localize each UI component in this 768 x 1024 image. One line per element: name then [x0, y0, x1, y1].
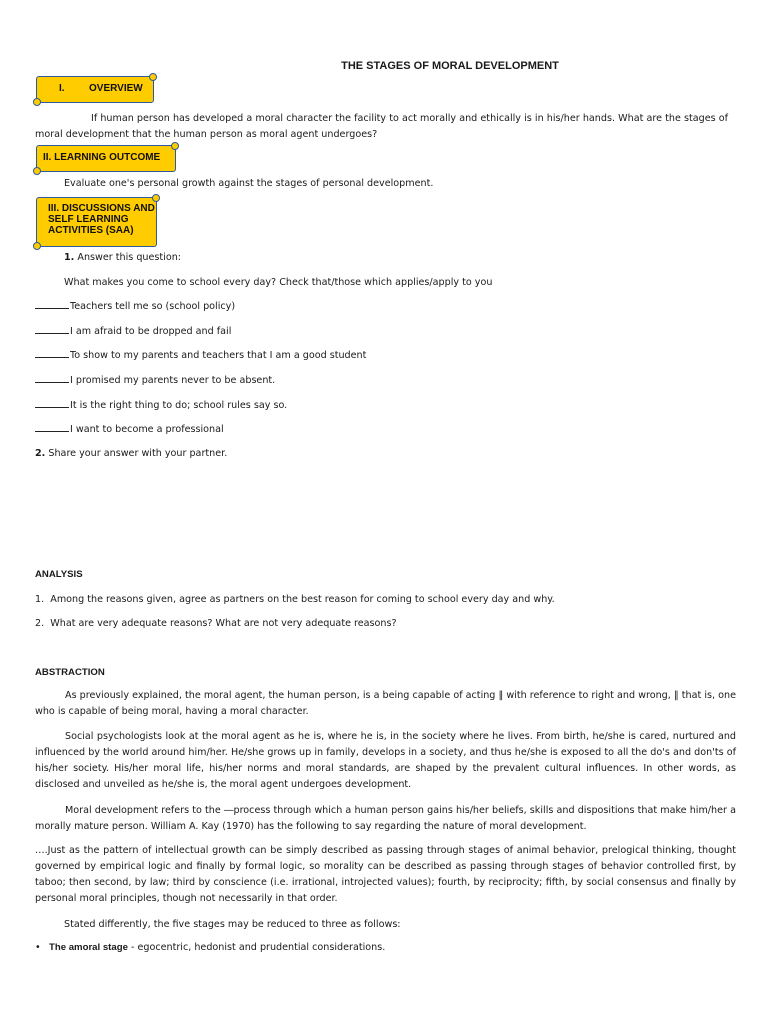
- overview-banner-number: I.: [59, 83, 65, 94]
- abstraction-heading: ABSTRACTION: [35, 667, 105, 678]
- discussions-banner-line3: ACTIVITIES (SAA): [48, 225, 134, 236]
- checklist-item: It is the right thing to do; school rules say so.: [35, 398, 287, 414]
- checklist-item: I promised my parents never to be absent.: [35, 373, 275, 389]
- answer-blank[interactable]: [35, 300, 69, 309]
- question-2: 2. Share your answer with your partner.: [35, 448, 228, 459]
- abstraction-paragraph: Stated differently, the five stages may be reduced to three as follows:: [64, 919, 401, 930]
- analysis-item: 2. What are very adequate reasons? What are not very adequate reasons?: [35, 618, 397, 629]
- bullet-list-item: • The amoral stage - egocentric, hedonist and prudential considerations.: [35, 940, 385, 956]
- document-title: THE STAGES OF MORAL DEVELOPMENT: [341, 60, 559, 72]
- learning-outcome-text: Evaluate one's personal growth against the stages of personal development.: [64, 178, 434, 189]
- question-1: 1. Answer this question:: [64, 252, 182, 263]
- checklist-item: I want to become a professional: [35, 422, 224, 438]
- answer-blank[interactable]: [35, 349, 69, 358]
- answer-blank[interactable]: [35, 399, 69, 408]
- abstraction-paragraph: Moral development refers to the ―process through which a human person gains his/her beliefs, skills and dispositions that make him/her a morally mature person. William A. Kay (1970) has the following to say regarding the nature of moral development.: [35, 805, 736, 832]
- bullet-icon: •: [35, 942, 41, 953]
- discussions-banner-line1: III. DISCUSSIONS AND: [48, 203, 155, 214]
- checklist-item: Teachers tell me so (school policy): [35, 299, 235, 315]
- learning-outcome-banner-label: II. LEARNING OUTCOME: [43, 152, 161, 163]
- checklist-item: I am afraid to be dropped and fail: [35, 324, 231, 340]
- checklist-item: To show to my parents and teachers that I am a good student: [35, 348, 366, 364]
- learning-outcome-banner: [36, 145, 176, 172]
- answer-blank[interactable]: [35, 374, 69, 383]
- overview-text: If human person has developed a moral character the facility to act morally and ethically is in his/her hands. What are the stages of moral development that the human person as moral agent undergoes?: [35, 113, 728, 140]
- abstraction-paragraph: Social psychologists look at the moral agent as he is, where he is, in the society where he lives. From birth, he/she is cared, nurtured and influenced by the world around him/her. He/she grows up in family, develops in a society, and thus he/she is exposed to all the do's and don'ts of his/her society. His/her moral life, his/her norms and moral standards, are shaped by the prevalent cultural influences. In other words, as disclosed and unveiled as he/she is, the moral agent undergoes development.: [35, 731, 736, 790]
- abstraction-paragraph: ….Just as the pattern of intellectual growth can be simply described as passing through stages of animal behavior, prelogical thinking, thought governed by empirical logic and finally by formal logic, so morality can be described as passing through stages of behavior controlled first, by taboo; then second, by law; third by conscience (i.e. irrational, introjected values); fourth, by reciprocity; fifth, by social consensus and finally by personal moral principles, though not necessarily in that order.: [35, 845, 736, 904]
- answer-blank[interactable]: [35, 423, 69, 432]
- discussions-banner-line2: SELF LEARNING: [48, 214, 129, 225]
- analysis-item: 1. Among the reasons given, agree as partners on the best reason for coming to school every day and why.: [35, 594, 555, 605]
- discussions-banner: [36, 197, 157, 247]
- question-prompt: What makes you come to school every day? Check that/those which applies/apply to you: [64, 277, 493, 288]
- analysis-heading: ANALYSIS: [35, 569, 83, 580]
- abstraction-paragraph: As previously explained, the moral agent, the human person, is a being capable of acting ‖ with reference to right and wrong, ‖ that is, one who is capable of being moral, having a moral character.: [35, 690, 736, 717]
- overview-banner-label: OVERVIEW: [89, 83, 143, 94]
- answer-blank[interactable]: [35, 325, 69, 334]
- overview-banner: [36, 76, 154, 103]
